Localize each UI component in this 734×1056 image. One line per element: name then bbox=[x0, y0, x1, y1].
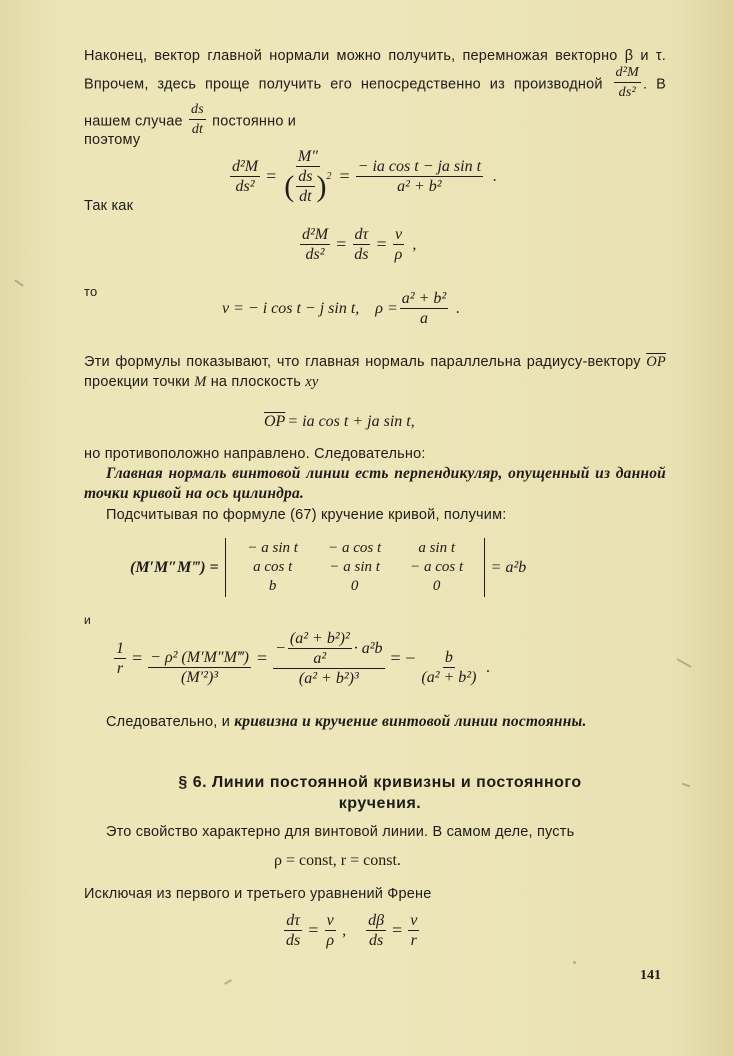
fraction-denominator: a bbox=[419, 310, 428, 327]
paragraph-i: и bbox=[84, 613, 91, 627]
fraction-denominator: ds² bbox=[618, 85, 636, 100]
vector-OP: $\overline{OP}$ bbox=[264, 413, 286, 430]
left-paren: ( bbox=[284, 170, 295, 203]
fraction-numerator: d²M bbox=[232, 158, 259, 175]
matrix-cell: − a sin t bbox=[329, 559, 380, 575]
matrix-cell: 0 bbox=[432, 578, 441, 594]
fraction bbox=[419, 649, 478, 686]
matrix-cell: − a cos t bbox=[410, 559, 464, 575]
period: . bbox=[486, 658, 491, 676]
equals-sign: = bbox=[392, 920, 403, 940]
fraction bbox=[230, 158, 260, 195]
paragraph-7: Подсчитывая по формуле (67) кручение кривой, получим: bbox=[106, 507, 507, 523]
paper-speck bbox=[224, 979, 232, 985]
determinant-matrix bbox=[225, 538, 485, 597]
minus-sign: − bbox=[275, 640, 286, 657]
fraction-numerator bbox=[273, 630, 384, 669]
fraction-numerator: ds bbox=[298, 168, 313, 185]
equation-text: · a²b bbox=[353, 640, 383, 657]
fraction-denominator: (M′²)³ bbox=[181, 669, 219, 686]
fraction bbox=[148, 649, 251, 686]
paragraph-text: Следовательно, и bbox=[106, 714, 230, 730]
inline-fraction-d2M-ds2 bbox=[614, 64, 641, 101]
fraction-denominator: r bbox=[410, 932, 417, 949]
fraction-numerator: M″ bbox=[297, 148, 318, 165]
paragraph-text: Эти формулы показывают, что главная нормаль параллельна радиусу-вектору bbox=[84, 354, 641, 370]
equation-6 bbox=[112, 630, 490, 687]
equation-text: = ia cos t + ja sin t, bbox=[287, 413, 415, 430]
fraction bbox=[408, 912, 419, 949]
fraction bbox=[114, 640, 126, 677]
paragraph-text: Наконец, вектор главной нормали можно получить, перемножая векторно β и τ. Впрочем, здесь проще получить его непосредственно из производной bbox=[84, 48, 666, 93]
fraction-numerator: dτ bbox=[354, 226, 369, 243]
paragraph-10: Это свойство характерно для винтовой линии. В самом деле, пусть bbox=[106, 824, 575, 840]
period: . bbox=[456, 299, 461, 317]
equals-minus: = − bbox=[390, 648, 416, 668]
paragraph-9 bbox=[84, 712, 666, 732]
italic-conclusion: кривизна и кручение винтовой линии постоянны. bbox=[234, 713, 587, 730]
paper-speck bbox=[682, 783, 690, 788]
fraction-numerator: − ia cos t − ja sin t bbox=[357, 158, 482, 175]
equals-sign: = bbox=[376, 234, 387, 254]
comma: , bbox=[412, 235, 417, 253]
fraction bbox=[284, 912, 302, 949]
equation-8 bbox=[282, 912, 421, 949]
fraction-numerator: ds bbox=[189, 101, 206, 120]
paper-speck bbox=[14, 279, 23, 286]
fraction-denominator: r bbox=[116, 660, 124, 677]
equals-sign: = bbox=[339, 166, 350, 186]
fraction-numerator: a² + b² bbox=[401, 290, 447, 307]
fraction-denominator: ds² bbox=[305, 246, 325, 263]
equation-text: = a²b bbox=[490, 558, 527, 576]
fraction-denominator: (a² + b²)³ bbox=[298, 670, 359, 687]
fraction-numerator: b bbox=[444, 649, 453, 666]
paper-speck bbox=[573, 961, 576, 964]
equation-text: (M′M″M‴) = bbox=[130, 558, 219, 576]
equation-7: ρ = const, r = const. bbox=[274, 852, 401, 869]
section-heading bbox=[120, 772, 640, 814]
fraction-denominator: a² bbox=[313, 650, 327, 667]
paper-speck bbox=[677, 658, 692, 668]
fraction-denominator: ds bbox=[286, 932, 301, 949]
fraction bbox=[400, 290, 448, 327]
fraction-numerator: − ρ² (M′M″M‴) bbox=[150, 649, 249, 666]
matrix-cell: − a cos t bbox=[328, 540, 382, 556]
matrix-cell: b bbox=[268, 578, 277, 594]
matrix-cell: a cos t bbox=[253, 559, 293, 575]
point-M: M bbox=[194, 374, 207, 390]
fraction bbox=[352, 226, 370, 263]
vector-OP: $\overline{OP}$ bbox=[646, 354, 666, 370]
fraction-denominator: ρ bbox=[394, 246, 403, 263]
paragraph-5: но противоположно направлено. Следовательно: bbox=[84, 446, 426, 462]
fraction-numerator: d²M bbox=[302, 226, 329, 243]
fraction-numerator: d²M bbox=[614, 64, 641, 83]
period: . bbox=[493, 167, 498, 185]
equation-5-determinant bbox=[130, 538, 526, 597]
equals-sign: = bbox=[256, 648, 268, 668]
equation-text: ρ = bbox=[375, 299, 398, 317]
fraction bbox=[324, 912, 336, 949]
paragraph-to: то bbox=[84, 284, 98, 299]
fraction-denominator: ds bbox=[368, 932, 384, 949]
matrix-cell: a sin t bbox=[418, 540, 456, 556]
equals-sign: = bbox=[308, 920, 319, 940]
section-heading-line: кручения. bbox=[338, 795, 422, 812]
fraction-denominator: ds² bbox=[235, 178, 255, 195]
fraction-numerator: ν bbox=[326, 912, 334, 929]
fraction bbox=[300, 226, 330, 263]
fraction-denominator: a² + b² bbox=[397, 178, 442, 195]
fraction-denominator: ds bbox=[354, 246, 369, 263]
matrix-cell: − a sin t bbox=[247, 540, 298, 556]
paragraph-text: на плоскость bbox=[210, 374, 302, 390]
fraction bbox=[356, 158, 483, 195]
plane-xy: xy bbox=[305, 374, 319, 390]
equation-3 bbox=[222, 290, 460, 327]
theorem-italic: Главная нормаль винтовой линии есть перпендикуляр, опущенный из данной точки кривой на ось цилиндра. bbox=[84, 465, 666, 502]
page-number: 141 bbox=[640, 968, 661, 983]
paragraph-tak-kak: Так как bbox=[84, 198, 134, 214]
paragraph-4 bbox=[84, 352, 666, 392]
section-heading-line: § 6. Линии постоянной кривизны и постоянного bbox=[178, 774, 582, 791]
fraction-denominator: dt bbox=[191, 122, 204, 137]
fraction-numerator: dβ bbox=[368, 912, 385, 929]
paragraph-11: Исключая из первого и третьего уравнений Френе bbox=[84, 886, 432, 902]
matrix-cell: 0 bbox=[350, 578, 359, 594]
paragraph-text: . В нашем случае bbox=[84, 76, 666, 130]
equals-sign: = bbox=[132, 648, 143, 668]
equation-text: ν = − i cos t − j sin t, bbox=[222, 299, 360, 317]
fraction bbox=[393, 226, 405, 263]
fraction-numerator: dτ bbox=[286, 912, 300, 929]
equals-sign: = bbox=[336, 234, 347, 254]
exponent: 2 bbox=[326, 171, 332, 182]
equals-sign: = bbox=[266, 166, 277, 186]
equation-2 bbox=[298, 226, 416, 263]
paragraph-poetomu: поэтому bbox=[84, 132, 141, 148]
fraction bbox=[366, 912, 386, 949]
compound-fraction bbox=[273, 630, 384, 687]
fraction-numerator: ν bbox=[410, 912, 418, 929]
right-paren: ) bbox=[316, 170, 327, 203]
fraction-denominator: dt bbox=[299, 188, 312, 205]
paragraph-1 bbox=[84, 46, 666, 140]
equation-4 bbox=[264, 413, 415, 431]
fraction-denominator: ρ bbox=[326, 932, 335, 949]
fraction-numerator: 1 bbox=[116, 640, 124, 657]
paragraph-text: постоянно и bbox=[212, 113, 297, 130]
fraction-denominator: (a² + b²) bbox=[421, 669, 477, 686]
fraction-numerator: (a² + b²)² bbox=[289, 630, 350, 647]
comma: , bbox=[342, 921, 347, 939]
paragraph-text: проекции точки bbox=[84, 374, 190, 390]
fraction-numerator: ν bbox=[394, 226, 403, 243]
fraction bbox=[288, 630, 352, 667]
